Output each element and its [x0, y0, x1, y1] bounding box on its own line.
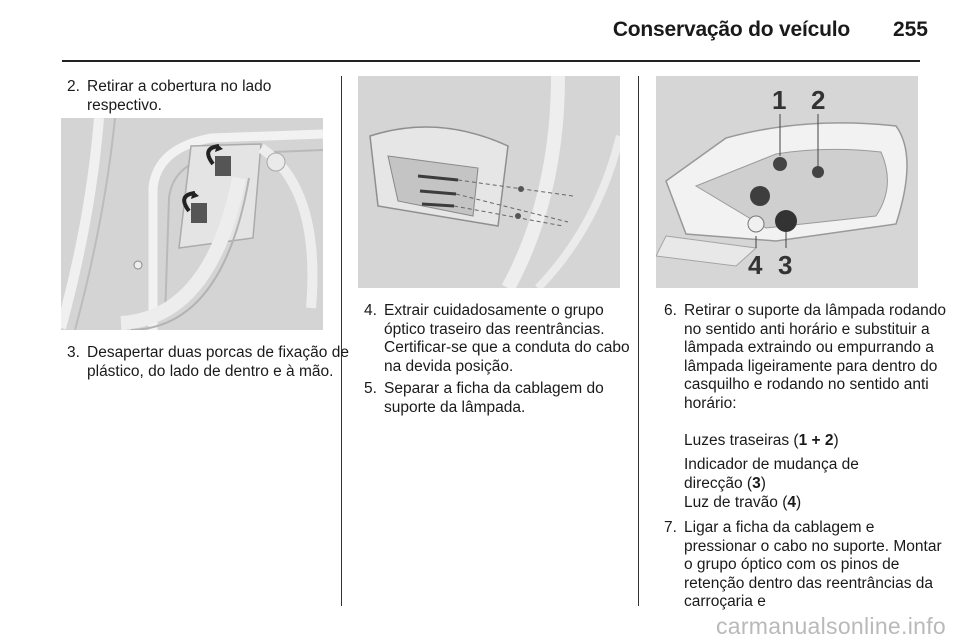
figure-bulb-positions: [656, 76, 918, 288]
bulb-socket-icon: [773, 157, 787, 171]
bulb-socket-icon: [775, 210, 797, 232]
bulb-label-end: ): [760, 474, 766, 492]
figure-tail-light-removal: [358, 76, 620, 288]
step-number: 7.: [664, 519, 677, 536]
bulb-number: 4: [787, 494, 797, 511]
bulb-number: 3: [752, 474, 761, 492]
watermark: carmanualsonline.info: [715, 613, 946, 639]
step-text: Extrair cuidadosamente o grupo óptico traseiro das reentrâncias. Certificar-se que a conduta do cabo na devida posição.: [384, 302, 630, 375]
bulb-socket-icon: [750, 186, 770, 206]
figure-label-2: 2: [811, 85, 826, 115]
bulb-tail-lights: [684, 432, 924, 451]
bulb-label: Luz de travão (: [684, 494, 788, 511]
step-6: [664, 302, 946, 413]
bulb-label: Indicador de mudança de direcção (: [684, 456, 859, 492]
step-4: [364, 302, 642, 376]
bulb-brake: [684, 494, 924, 513]
page-number: 255: [892, 18, 928, 41]
figure-label-4: 4: [748, 250, 763, 280]
step-3: [67, 344, 349, 381]
bulb-label-end: ): [796, 494, 802, 511]
bulb-label-end: ): [833, 432, 839, 449]
step-7: [664, 519, 946, 612]
step-number: 2.: [67, 78, 80, 95]
figure-label-3: 3: [778, 250, 793, 280]
step-5: [364, 380, 642, 417]
step-number: 6.: [664, 302, 677, 319]
bulb-socket-icon: [812, 166, 824, 178]
bulb-indicator: [684, 456, 916, 493]
step-text: Separar a ficha da cablagem do suporte da lâmpada.: [384, 380, 604, 416]
column-divider-left: [341, 76, 342, 606]
bulb-label: Luzes traseiras (: [684, 432, 799, 449]
figure-label-1: 1: [772, 85, 787, 115]
step-number: 4.: [364, 302, 377, 319]
bulb-number: 1 + 2: [798, 432, 834, 449]
step-text: Desapertar duas porcas de fixação de plástico, do lado de dentro e à mão.: [87, 344, 349, 380]
step-text: Retirar a cobertura no lado respectivo.: [87, 78, 272, 114]
step-text: Retirar o suporte da lâmpada rodando no sentido anti horário e substituir a lâmpada extraindo ou empurrando a lâmpada ligeiramente para dentro do casquilho e rodando no sentido anti horário:: [684, 302, 946, 412]
step-number: 3.: [67, 344, 80, 361]
bulb-socket-icon: [748, 216, 764, 232]
page-title: Conservação do veículo: [612, 18, 850, 41]
header-divider: [62, 60, 920, 62]
step-2: [67, 78, 349, 115]
step-number: 5.: [364, 380, 377, 397]
step-text: Ligar a ficha da cablagem e pressionar o cabo no suporte. Montar o grupo óptico com os pinos de retenção dentro das reentrâncias da carroçaria e: [684, 519, 942, 610]
figure-cover-nuts: [61, 118, 323, 330]
